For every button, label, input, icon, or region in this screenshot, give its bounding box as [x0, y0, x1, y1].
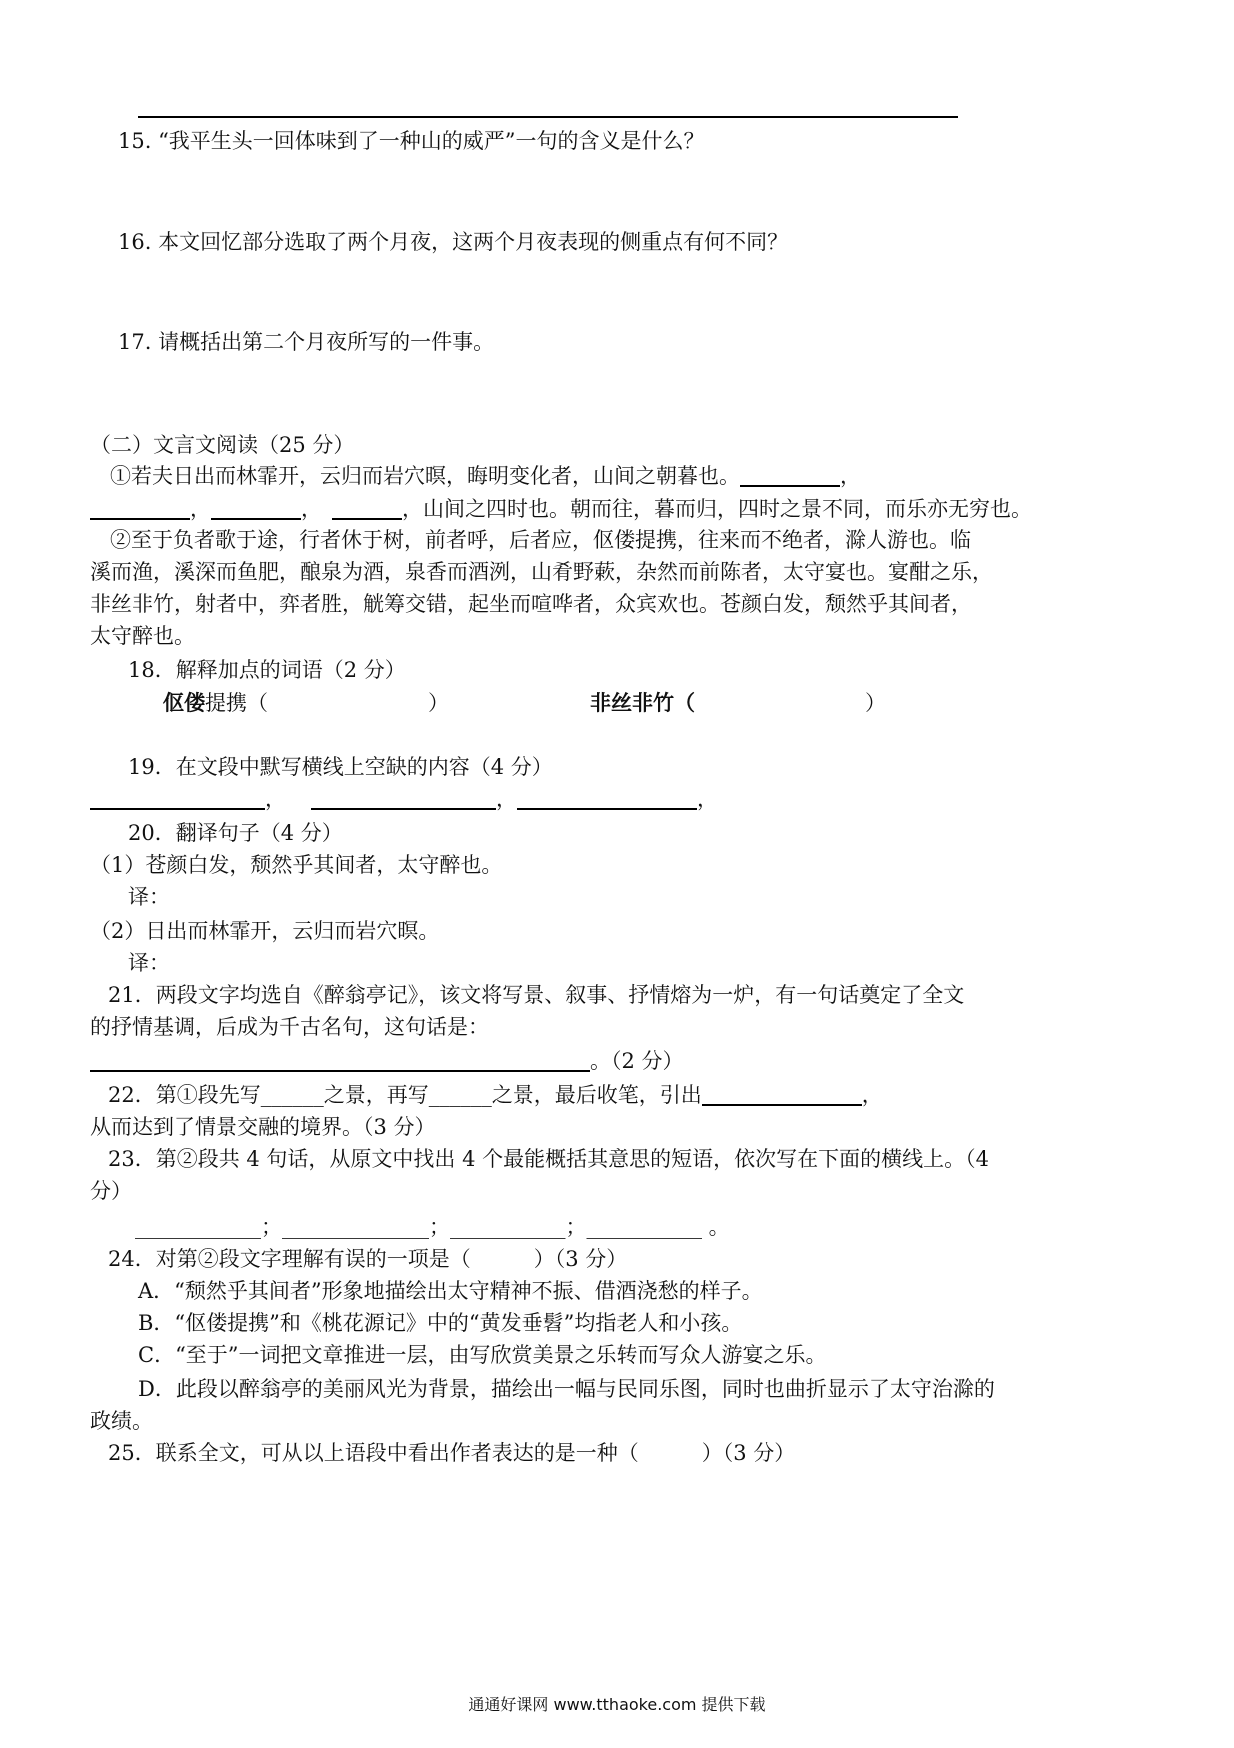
question-16: 16. 本文回忆部分选取了两个月夜，这两个月夜表现的侧重点有何不同？ — [118, 230, 789, 254]
fill-blank[interactable] — [740, 463, 840, 487]
question-22-line2: 从而达到了情景交融的境界。（3 分） — [90, 1115, 436, 1139]
question-19: 19．在文段中默写横线上空缺的内容（4 分） — [128, 755, 553, 779]
comma: ， — [190, 497, 211, 521]
question-22 — [108, 1080, 883, 1110]
comma: ， — [840, 464, 861, 488]
question-23-line2: 分） — [90, 1179, 132, 1203]
fill-blank[interactable] — [332, 496, 402, 520]
answer-space[interactable] — [268, 692, 428, 714]
fill-blank[interactable] — [702, 1082, 862, 1106]
option-b: B．“伛偻提携”和《桃花源记》中的“黄发垂髫”均指老人和小孩。 — [138, 1311, 743, 1335]
fill-blank[interactable] — [90, 1048, 590, 1072]
question-18-item-b — [590, 688, 886, 718]
score-note: 。（2 分） — [590, 1049, 684, 1073]
option-d-line1: D．此段以醉翁亭的美丽风光为背景，描绘出一幅与民同乐图，同时也曲折显示了太守治滁的 — [138, 1377, 995, 1401]
paren-close: ） — [428, 691, 449, 715]
fill-blank[interactable] — [517, 786, 697, 810]
question-19-blanks — [90, 784, 718, 814]
question-23-blanks[interactable]: ____________；______________；___________；___________ 。 — [135, 1215, 730, 1239]
fill-blank[interactable] — [211, 496, 301, 520]
comma: ， — [861, 1083, 883, 1107]
question-18: 18．解释加点的词语（2 分） — [128, 658, 406, 682]
comma: ， — [496, 787, 517, 811]
question-22-text: 22．第①段先写______之景，再写______之景，最后收笔，引出 — [108, 1083, 702, 1107]
section-title-classical: （二）文言文阅读（25 分） — [90, 433, 355, 457]
answer-line-top — [138, 116, 958, 118]
passage1-text: ①若夫日出而林霏开，云归而岩穴暝，晦明变化者，山间之朝暮也。 — [110, 464, 740, 488]
option-a: A．“颓然乎其间者”形象地描绘出太守精神不振、借酒浇愁的样子。 — [138, 1279, 763, 1303]
question-20-1: （1）苍颜白发，颓然乎其间者，太守醉也。 — [90, 853, 503, 877]
dotted-word: 非丝非竹（ — [590, 690, 695, 715]
question-21-answer — [90, 1046, 684, 1076]
fill-blank[interactable] — [311, 786, 496, 810]
paren-close: ） — [865, 691, 886, 715]
word-rest: 提携（ — [205, 691, 268, 715]
dotted-word: 伛偻 — [163, 690, 205, 715]
passage1-line1 — [110, 461, 861, 491]
question-20-2: （2）日出而林霏开，云归而岩穴暝。 — [90, 919, 440, 943]
option-d-line2: 政绩。 — [90, 1409, 153, 1433]
question-18-items — [163, 688, 449, 718]
fill-blank[interactable] — [90, 786, 265, 810]
question-15: 15. “我平生头一回体味到了一种山的威严”一句的含义是什么？ — [118, 129, 705, 153]
comma: ， — [697, 787, 718, 811]
fill-blank[interactable] — [90, 496, 190, 520]
page-footer: 通通好课网 www.tthaoke.com 提供下载 — [468, 1695, 766, 1714]
translation-label: 译： — [128, 885, 170, 909]
answer-space[interactable] — [695, 692, 865, 714]
passage1-line2 — [90, 494, 1032, 524]
question-25: 25．联系全文，可从以上语段中看出作者表达的是一种（ ）（3 分） — [108, 1441, 796, 1465]
translation-label: 译： — [128, 951, 170, 975]
passage2-line4: 太守醉也。 — [90, 624, 195, 648]
question-17: 17. 请概括出第二个月夜所写的一件事。 — [118, 330, 495, 354]
passage1-text: ，山间之四时也。朝而往，暮而归，四时之景不同，而乐亦无穷也。 — [402, 497, 1032, 521]
comma: ， — [301, 497, 322, 521]
question-23-line1: 23．第②段共 4 句话，从原文中找出 4 个最能概括其意思的短语，依次写在下面的横线上。（4 — [108, 1147, 990, 1171]
comma: ， — [265, 787, 286, 811]
passage2-line3: 非丝非竹，射者中，弈者胜，觥筹交错，起坐而喧哗者，众宾欢也。苍颜白发，颓然乎其间者， — [90, 592, 972, 616]
question-24: 24．对第②段文字理解有误的一项是（ ）（3 分） — [108, 1247, 628, 1271]
question-21-line1: 21．两段文字均选自《醉翁亭记》，该文将写景、叙事、抒情熔为一炉，有一句话奠定了全文 — [108, 983, 965, 1007]
question-20: 20．翻译句子（4 分） — [128, 821, 343, 845]
option-c: C．“至于”一词把文章推进一层，由写欣赏美景之乐转而写众人游宴之乐。 — [138, 1343, 827, 1367]
passage2-line2: 溪而渔，溪深而鱼肥，酿泉为酒，泉香而酒洌，山肴野蔌，杂然而前陈者，太守宴也。宴酣之乐， — [90, 560, 993, 584]
passage2-line1: ②至于负者歌于途，行者休于树，前者呼，后者应，伛偻提携，往来而不绝者，滁人游也。临 — [110, 528, 971, 552]
question-21-line2: 的抒情基调，后成为千古名句，这句话是： — [90, 1015, 489, 1039]
